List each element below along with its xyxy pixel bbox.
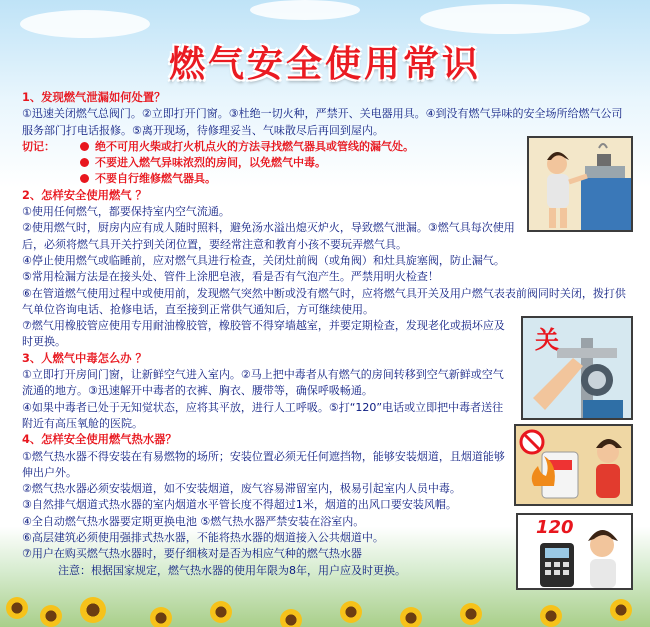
warning-item: 不要自行维修燃气器具。 [80,171,630,187]
cloud-decoration [420,4,590,34]
section-4-text: ③自然排气烟道式热水器的室内烟道水平管长度不得超过1米，烟道的出风口要安装风帽。 [22,498,457,512]
section-2-text: ⑤常用检漏方法是在接头处、管件上涂肥皂液，看是否有气泡产生。严禁用明火检查！ [22,270,439,284]
bullet-icon [80,158,89,167]
section-2-text: ④停止使用燃气或临睡前，应对燃气具进行检查，关闭灶前阀（或角阀）和灶具旋塞阀，防止漏气。 [22,253,505,267]
section-2-text: ②使用燃气时，厨房内应有成人随时照料，避免汤水溢出熄灭炉火，导致燃气泄漏。③燃气具每次使用后，必须将燃气具开关拧到关闭位置，要经常注意和教育小孩不要玩弄燃气具。 [22,221,515,251]
bullet-icon [80,174,89,183]
section-2-text: ⑦燃气用橡胶管应使用专用耐油橡胶管，橡胶管不得穿墙越室，并要定期检查，发现老化或损坏应及时更换。 [22,319,505,349]
sunflower-icon [40,605,62,627]
sunflower-icon [80,597,106,623]
section-4-text: ④全自动燃气热水器要定期更换电池 ⑤燃气热水器严禁安装在浴室内。 [22,514,365,528]
section-3-heading: 3、人燃气中毒怎么办 ？ [22,351,147,365]
section-1-heading: 1、发现燃气泄漏如何处置？ [22,91,166,104]
section-4-text: ①燃气热水器不得安装在有易燃物的场所；安装位置必须无任何遮挡物，能够安装烟道，且烟道能够伸出户外。 [22,449,505,479]
warning-item: 不要进入燃气异味浓烈的房间，以免燃气中毒。 [80,155,630,171]
phone-number-label: 120 [536,517,574,538]
warning-item: 绝不可用火柴或打火机点火的方法寻找燃气器具或管线的漏气处。 [80,139,630,155]
section-4-text: ⑥高层建筑必须使用强排式热水器，不能将热水器的烟道接入公共烟道中。 [22,531,384,545]
close-label: 关 [535,326,559,354]
section-2-text: ⑥在管道燃气使用过程中或使用前，发现燃气突然中断或没有燃气时，应将燃气具开关及用户燃气表表前阀同时关闭，拨打供气单位咨询电话、抢修电话，直至接到正常供气通知后，方可继续使用。 [22,286,626,316]
sunflower-icon [150,607,172,627]
sunflower-icon [340,601,362,623]
sunflower-icon [210,601,232,623]
kitchen-illustration [527,136,633,232]
section-4-note: 注意：根据国家规定，燃气热水器的使用年限为8年，用户应及时更换。 [58,563,406,577]
sunflower-field [0,567,650,627]
section-1-text: ①迅速关闭燃气总阀门。②立即打开门窗。③杜绝一切火种，严禁开、关电器用具。④到没有燃气异味的安全场所给燃气公司服务部门打电话报修。⑤离开现场，待修理妥当、气味散尽后再回到屋内。 [22,107,623,137]
sunflower-icon [400,607,422,627]
section-2-text: ①使用任何燃气，都要保持室内空气流通。 [22,205,230,219]
valve-illustration [521,316,633,420]
section-4-heading: 4、怎样安全使用燃气热水器？ [22,433,177,447]
sunflower-icon [540,605,562,627]
section-3-text: ①立即打开房间门窗，让新鲜空气进入室内。②马上把中毒者从有燃气的房间转移到空气新鲜或空气流通的地方。③迅速解开中毒者的衣裤、胸衣、腰带等，确保呼吸畅通。 [22,368,504,398]
cloud-decoration [20,10,150,38]
sunflower-icon [280,609,302,627]
cloud-decoration [250,0,360,20]
warning-lead: 切记： [22,139,55,153]
section-4-text: ⑦用户在购买燃气热水器时，要仔细核对是否为相应气种的燃气热水器 [22,547,362,561]
sunflower-icon [6,597,28,619]
section-2-heading: 2、怎样安全使用燃气 ？ [22,188,147,202]
water-heater-illustration [514,424,633,506]
sunflower-icon [460,603,482,625]
sunflower-icon [610,599,632,621]
poster-title: 燃气安全使用常识 [168,44,481,85]
section-4-text: ②燃气热水器必须安装烟道，如不安装烟道，废气容易滞留室内，极易引起室内人员中毒。 [22,482,461,496]
bullet-icon [80,142,89,151]
section-3-text: ④如果中毒者已处于无知觉状态，应将其平放，进行人工呼吸。⑤打“120”电话或立即把中毒者送往附近有高压氧舱的医院。 [22,400,504,430]
